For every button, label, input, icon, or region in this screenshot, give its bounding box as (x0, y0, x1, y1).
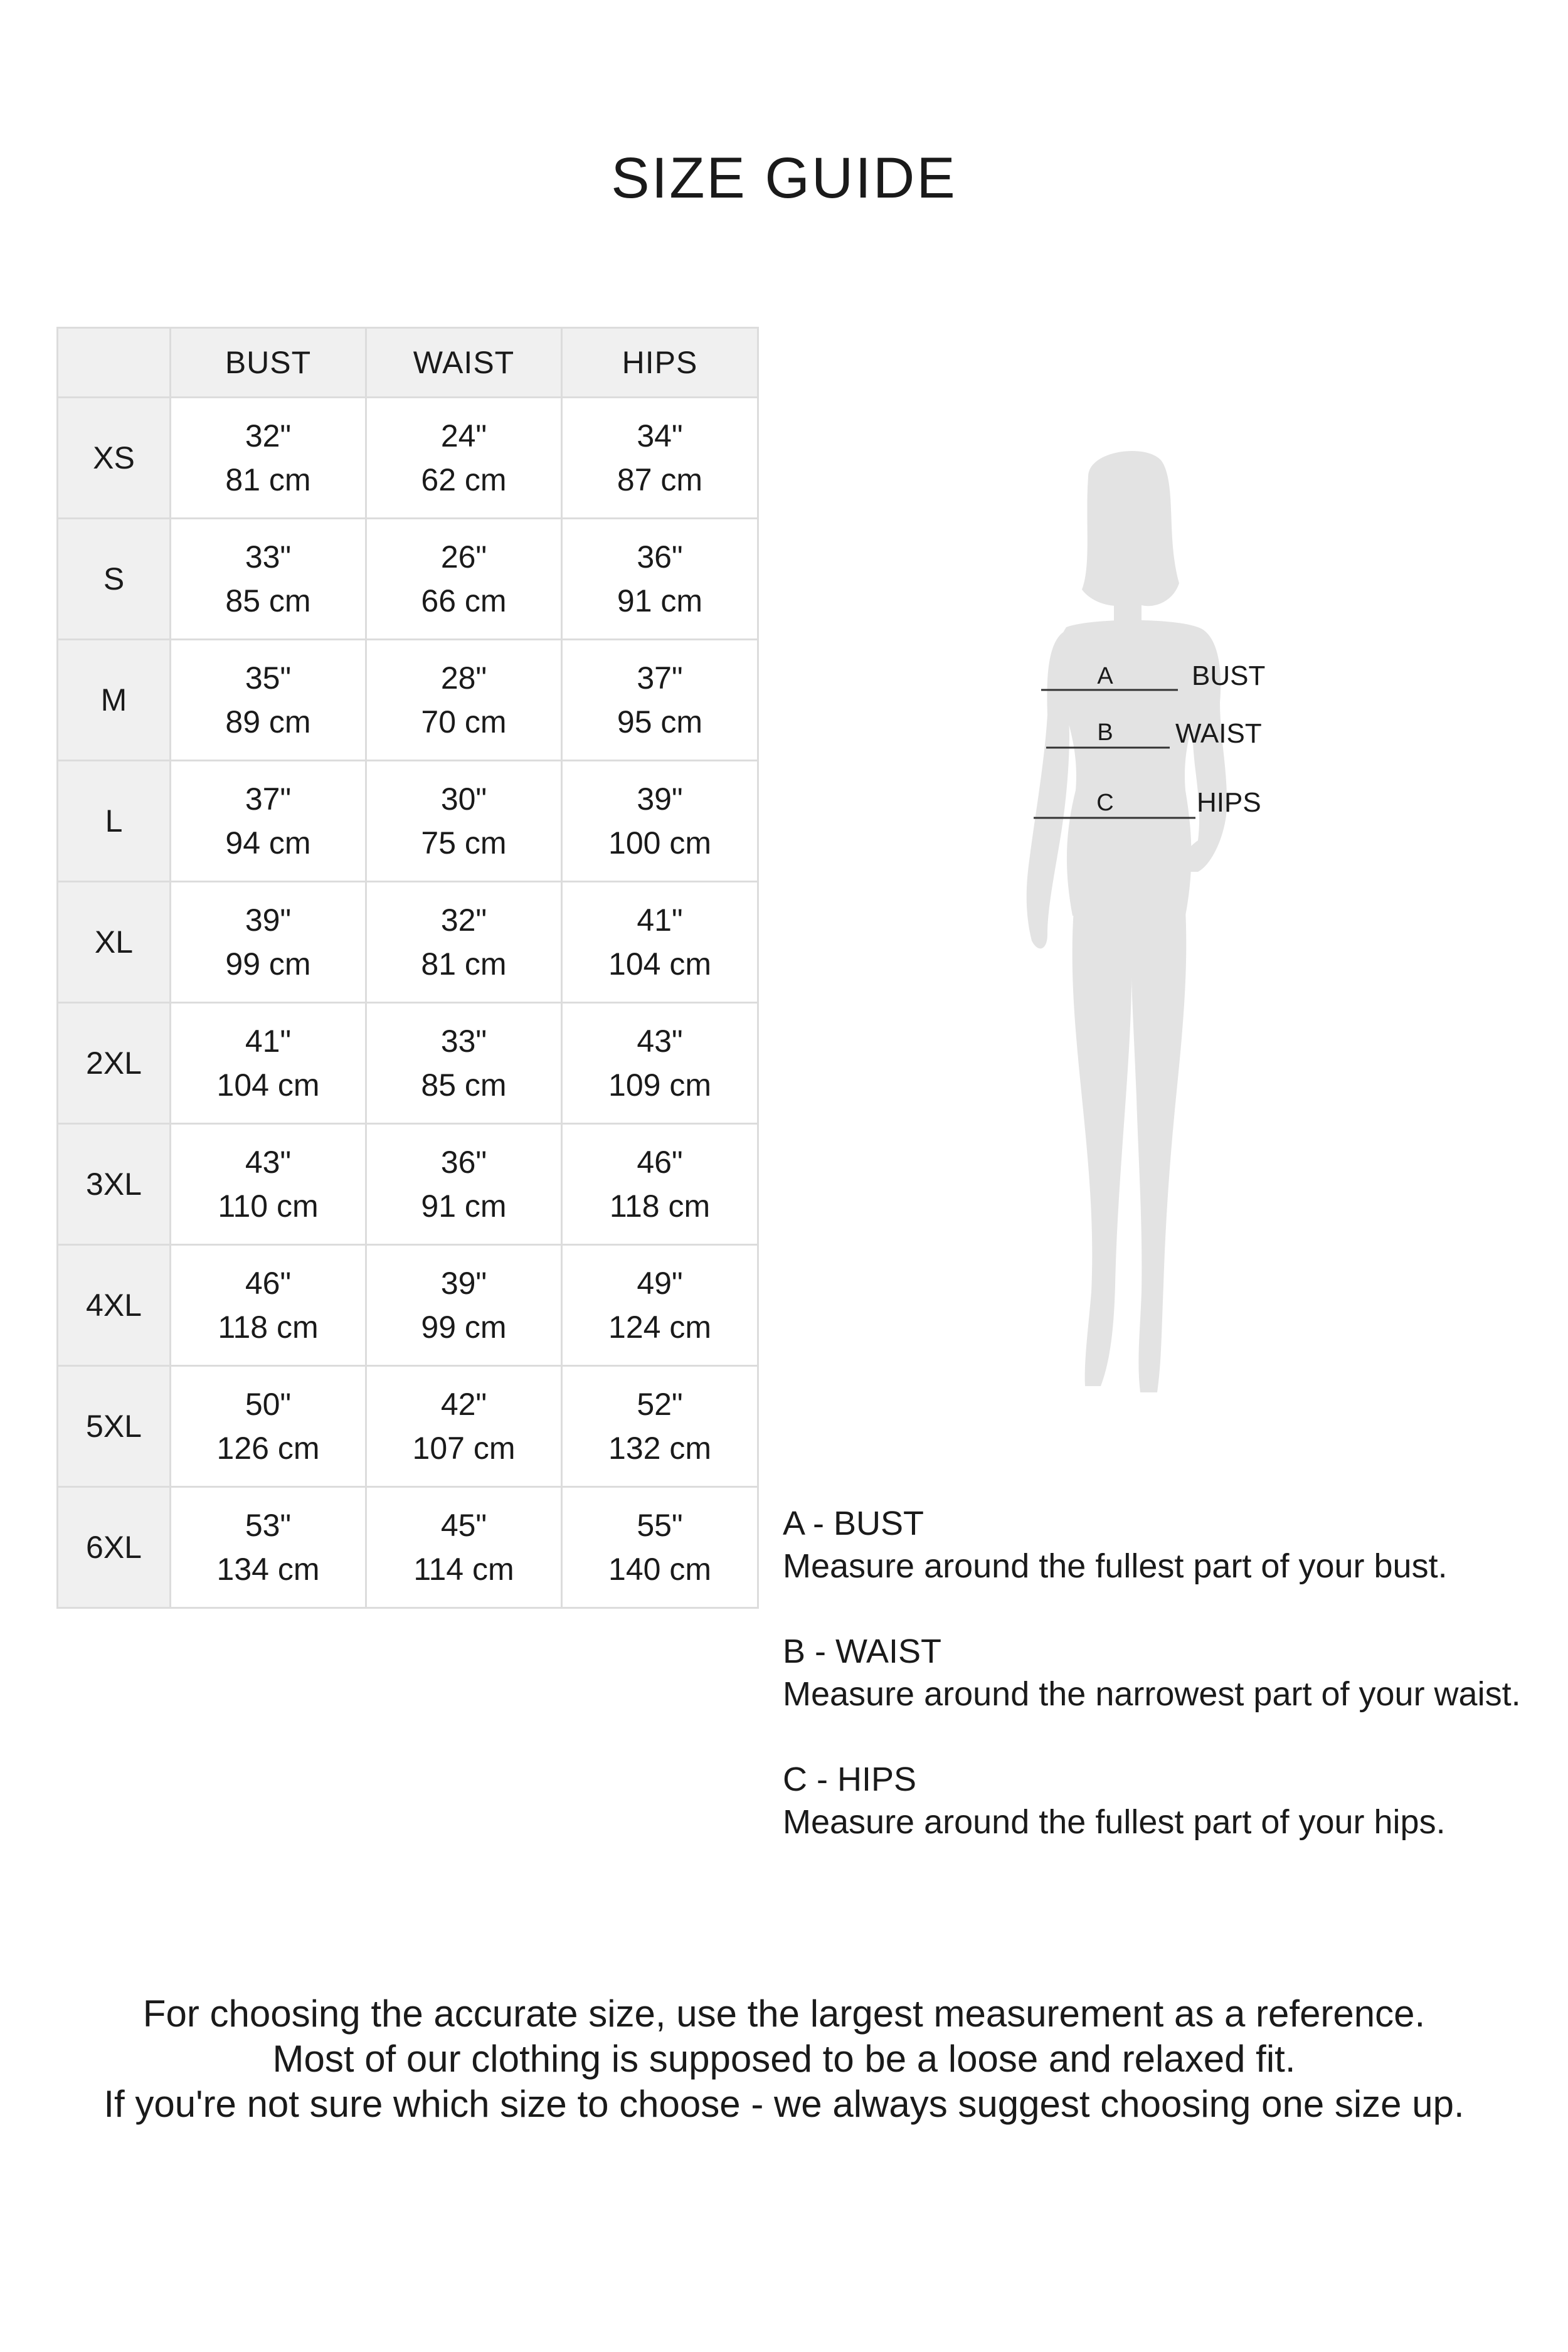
bust-inches: 33" (245, 539, 292, 575)
hips-centimeters: 109 cm (608, 1067, 711, 1103)
page-title: SIZE GUIDE (611, 146, 957, 210)
bust-inches: 37" (245, 781, 292, 817)
marker-label-bust: BUST (1192, 660, 1266, 691)
waist-cell (366, 1003, 562, 1124)
bust-cell (171, 761, 366, 882)
hips-inches: 49" (637, 1266, 683, 1301)
waist-inches: 33" (440, 1024, 487, 1059)
bust-inches: 41" (245, 1024, 292, 1059)
bust-centimeters: 118 cm (218, 1310, 319, 1345)
waist-centimeters: 91 cm (421, 1189, 507, 1224)
hips-cell (562, 1245, 758, 1366)
size-label: XL (58, 882, 171, 1003)
size-label: 4XL (58, 1245, 171, 1366)
legend-term: C - HIPS (783, 1761, 917, 1798)
hips-inches: 34" (637, 418, 683, 453)
waist-centimeters: 70 cm (421, 704, 507, 739)
hips-inches: 46" (637, 1145, 683, 1180)
size-table (56, 327, 759, 1609)
hips-cell (562, 1487, 758, 1608)
size-label: S (58, 519, 171, 640)
hips-cell (562, 398, 758, 519)
waist-inches: 30" (440, 781, 487, 817)
waist-centimeters: 75 cm (421, 825, 507, 861)
hips-cell (562, 640, 758, 761)
hips-cell (562, 519, 758, 640)
header-hips: HIPS (562, 328, 758, 398)
hips-inches: 36" (637, 539, 683, 575)
size-label: M (58, 640, 171, 761)
waist-cell (366, 761, 562, 882)
legend-item-bust (783, 1502, 1560, 1587)
bust-inches: 43" (245, 1145, 292, 1180)
bust-centimeters: 126 cm (216, 1431, 320, 1466)
footer-line: Most of our clothing is supposed to be a loose and relaxed fit. (272, 2038, 1296, 2080)
waist-centimeters: 85 cm (421, 1067, 507, 1103)
legend-desc: Measure around the fullest part of your hips. (783, 1803, 1446, 1841)
bust-inches: 46" (245, 1266, 292, 1301)
marker-letter-a: A (1097, 663, 1113, 689)
waist-centimeters: 62 cm (421, 462, 507, 497)
legend-desc: Measure around the narrowest part of your waist. (783, 1675, 1521, 1713)
bust-inches: 35" (245, 660, 292, 696)
waist-centimeters: 107 cm (412, 1431, 516, 1466)
bust-centimeters: 110 cm (218, 1189, 319, 1224)
waist-cell (366, 882, 562, 1003)
waist-inches: 32" (440, 903, 487, 938)
hips-inches: 43" (637, 1024, 683, 1059)
bust-cell (171, 1366, 366, 1487)
hips-centimeters: 124 cm (608, 1310, 711, 1345)
hips-centimeters: 118 cm (609, 1189, 711, 1224)
marker-label-waist: WAIST (1175, 718, 1262, 749)
bust-cell (171, 1245, 366, 1366)
waist-cell (366, 1366, 562, 1487)
bust-cell (171, 640, 366, 761)
legend-term: A - BUST (783, 1505, 924, 1542)
bust-cell (171, 1487, 366, 1608)
hips-inches: 55" (637, 1508, 683, 1543)
bust-inches: 50" (245, 1387, 292, 1422)
bust-cell (171, 882, 366, 1003)
hips-inches: 41" (637, 903, 683, 938)
footer-line: For choosing the accurate size, use the largest measurement as a reference. (142, 1993, 1426, 2035)
marker-letter-b: B (1097, 719, 1113, 746)
legend-item-waist (783, 1630, 1560, 1715)
table-row (58, 519, 758, 640)
hips-centimeters: 132 cm (608, 1431, 711, 1466)
waist-inches: 42" (440, 1387, 487, 1422)
hips-cell (562, 761, 758, 882)
bust-cell (171, 398, 366, 519)
hips-cell (562, 882, 758, 1003)
hips-cell (562, 1003, 758, 1124)
hips-centimeters: 87 cm (617, 462, 703, 497)
bust-cell (171, 1003, 366, 1124)
legend-term: B - WAIST (783, 1633, 941, 1670)
waist-inches: 28" (440, 660, 487, 696)
table-row (58, 1124, 758, 1245)
silhouette (1027, 451, 1227, 1392)
waist-centimeters: 66 cm (421, 583, 507, 618)
bust-inches: 39" (245, 903, 292, 938)
bust-centimeters: 104 cm (216, 1067, 320, 1103)
waist-centimeters: 99 cm (421, 1310, 507, 1345)
bust-centimeters: 94 cm (225, 825, 311, 861)
hips-inches: 37" (637, 660, 683, 696)
header-bust: BUST (171, 328, 366, 398)
bust-centimeters: 89 cm (225, 704, 311, 739)
bust-cell (171, 1124, 366, 1245)
legend-item-hips (783, 1758, 1560, 1843)
table-row (58, 1487, 758, 1608)
footer-note (0, 1991, 1568, 2127)
header-waist: WAIST (366, 328, 562, 398)
table-header-row (58, 328, 758, 398)
waist-centimeters: 114 cm (413, 1552, 514, 1587)
table-row (58, 398, 758, 519)
waist-inches: 36" (440, 1145, 487, 1180)
hips-centimeters: 100 cm (608, 825, 711, 861)
bust-centimeters: 99 cm (225, 946, 311, 982)
waist-inches: 45" (440, 1508, 487, 1543)
table-row (58, 640, 758, 761)
waist-cell (366, 398, 562, 519)
waist-inches: 24" (440, 418, 487, 453)
legend-desc: Measure around the fullest part of your bust. (783, 1547, 1448, 1585)
body-measurement-figure (966, 439, 1317, 1411)
table-row (58, 1245, 758, 1366)
marker-label-hips: HIPS (1197, 787, 1261, 818)
table-row (58, 1003, 758, 1124)
corner-cell (58, 328, 171, 398)
table-row (58, 882, 758, 1003)
waist-cell (366, 519, 562, 640)
size-label: 5XL (58, 1366, 171, 1487)
footer-line: If you're not sure which size to choose - we always suggest choosing one size up. (103, 2083, 1465, 2125)
hips-cell (562, 1366, 758, 1487)
bust-centimeters: 85 cm (225, 583, 311, 618)
bust-centimeters: 134 cm (216, 1552, 320, 1587)
waist-cell (366, 640, 562, 761)
size-label: L (58, 761, 171, 882)
hips-cell (562, 1124, 758, 1245)
table-row (58, 761, 758, 882)
size-label: XS (58, 398, 171, 519)
bust-inches: 53" (245, 1508, 292, 1543)
hips-inches: 39" (637, 781, 683, 817)
waist-cell (366, 1245, 562, 1366)
hips-centimeters: 91 cm (617, 583, 703, 618)
waist-cell (366, 1124, 562, 1245)
waist-cell (366, 1487, 562, 1608)
bust-centimeters: 81 cm (225, 462, 311, 497)
hips-centimeters: 95 cm (617, 704, 703, 739)
bust-inches: 32" (245, 418, 292, 453)
table-row (58, 1366, 758, 1487)
size-label: 2XL (58, 1003, 171, 1124)
hips-centimeters: 104 cm (608, 946, 711, 982)
waist-inches: 39" (440, 1266, 487, 1301)
measurement-legend (783, 1502, 1560, 1886)
waist-inches: 26" (440, 539, 487, 575)
hips-centimeters: 140 cm (608, 1552, 711, 1587)
waist-centimeters: 81 cm (421, 946, 507, 982)
bust-cell (171, 519, 366, 640)
body-silhouette-icon (966, 439, 1317, 1411)
size-label: 3XL (58, 1124, 171, 1245)
marker-letter-c: C (1096, 790, 1114, 816)
size-label: 6XL (58, 1487, 171, 1608)
hips-inches: 52" (637, 1387, 683, 1422)
